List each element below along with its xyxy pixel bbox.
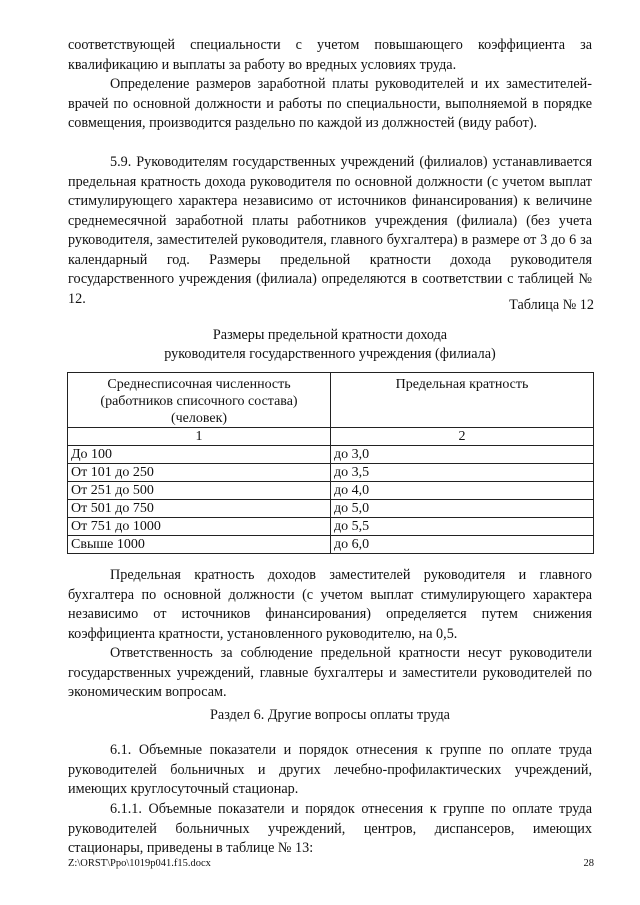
row-range: От 251 до 500 xyxy=(68,482,331,500)
table-label: Таблица № 12 xyxy=(509,297,594,313)
header-headcount: Среднесписочная численность (работников списочного состава) (человек) xyxy=(68,373,331,428)
row-range: От 101 до 250 xyxy=(68,464,331,482)
row-ratio: до 3,5 xyxy=(331,464,594,482)
table-row xyxy=(68,482,594,500)
footer-file-path: Z:\ORST\Ppo\1019p041.f15.docx xyxy=(68,858,211,869)
paragraph-5-9: 5.9. Руководителям государственных учреждений (филиалов) устанавливается предельная кратность дохода руководителя по основной должности (с учетом выплат стимулирующего характера независимо от источников финансирования) к величине среднемесячной заработной платы работников учреждения (филиала) (без учета руководителя, заместителей руководителя, главного бухгалтера) в размере от 3 до 6 за календарный год. Размеры предельной кратности дохода руководителя государственного учреждения (филиала) определяются в соответствии с таблицей № 12. xyxy=(68,154,592,307)
row-ratio: до 6,0 xyxy=(331,536,594,554)
row-ratio: до 4,0 xyxy=(331,482,594,500)
table-number-row xyxy=(68,428,594,446)
row-ratio: до 5,0 xyxy=(331,500,594,518)
row-range: От 501 до 750 xyxy=(68,500,331,518)
paragraph-salary-determination: Определение размеров заработной платы руководителей и их заместителей-врачей по основной должности и работы по специальности, выполняемой в порядке совмещения, производится раздельно по каждой из должностей (виду работ). xyxy=(68,76,592,131)
column-number-1: 1 xyxy=(68,428,331,446)
paragraph-responsibility: Ответственность за соблюдение предельной кратности несут руководители государственных учреждений, главные бухгалтеры и заместители руководителей по экономическим вопросам. xyxy=(68,645,592,700)
column-number-2: 2 xyxy=(331,428,594,446)
row-ratio: до 5,5 xyxy=(331,518,594,536)
table-row xyxy=(68,500,594,518)
row-range: До 100 xyxy=(68,446,331,464)
table-row xyxy=(68,464,594,482)
table-row xyxy=(68,518,594,536)
row-ratio: до 3,0 xyxy=(331,446,594,464)
paragraph-6-1: 6.1. Объемные показатели и порядок отнесения к группе по оплате труда руководителей больничных и других лечебно-профилактических учреждений, имеющих круглосуточный стационар. xyxy=(68,742,592,797)
row-range: От 751 до 1000 xyxy=(68,518,331,536)
ratio-table xyxy=(67,372,594,554)
paragraph-deputy-ratio: Предельная кратность доходов заместителей руководителя и главного бухгалтера по основной должности (с учетом выплат стимулирующего характера независимо от источников финансирования) определяется путем снижения коэффициента кратности, установленного руководителю, на 0,5. xyxy=(68,567,592,642)
paragraph-6-1-1: 6.1.1. Объемные показатели и порядок отнесения к группе по оплате труда руководителей больничных учреждений, центров, диспансеров, имеющих стационары, приведены в таблице № 13: xyxy=(68,801,592,856)
section-heading: Раздел 6. Другие вопросы оплаты труда xyxy=(210,707,450,723)
table-row xyxy=(68,536,594,554)
paragraph-continuation: соответствующей специальности с учетом повышающего коэффициента за квалификацию и выплаты за работу во вредных условиях труда. xyxy=(68,37,592,73)
header-ratio: Предельная кратность xyxy=(331,373,594,428)
page-number: 28 xyxy=(583,858,594,869)
table-title-line2: руководителя государственного учреждения (филиала) xyxy=(164,346,496,362)
table-row xyxy=(68,446,594,464)
table-header-row xyxy=(68,373,594,428)
row-range: Свыше 1000 xyxy=(68,536,331,554)
table-title-line1: Размеры предельной кратности дохода xyxy=(212,327,448,343)
